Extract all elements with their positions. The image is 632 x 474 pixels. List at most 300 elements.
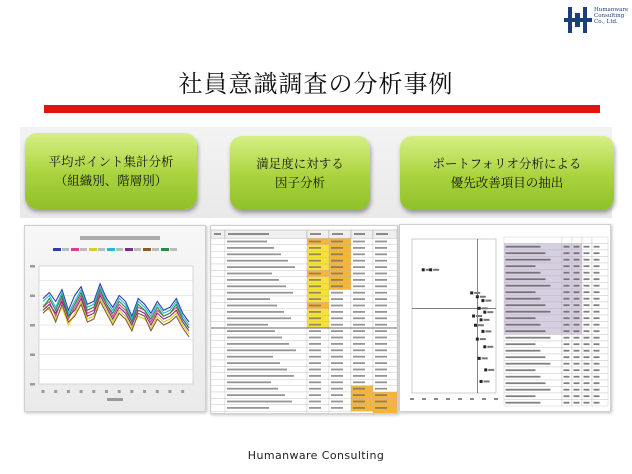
cell-text (353, 375, 365, 377)
x-tick-label (482, 398, 486, 400)
cell-text (353, 407, 365, 409)
list-cell-text (574, 317, 580, 319)
cell-text (227, 362, 280, 364)
cell-text (309, 279, 321, 281)
cell-text (353, 401, 365, 403)
list-cell-text (564, 272, 570, 274)
cell-text (375, 401, 387, 403)
table-cell (211, 302, 225, 308)
list-cell-text (574, 389, 580, 391)
x-tick-label (434, 398, 438, 400)
cell-text (331, 330, 343, 332)
list-cell-text (506, 252, 546, 254)
list-cell-text (594, 246, 600, 248)
cell-text (375, 253, 387, 255)
list-cell-text (506, 304, 546, 306)
list-cell (562, 237, 572, 244)
table-cell (211, 347, 225, 353)
table-cell (211, 290, 225, 296)
cell-text (353, 298, 365, 300)
chart-title-mark (80, 236, 160, 240)
list-cell-text (574, 272, 580, 274)
list-cell (504, 237, 562, 244)
list-cell-text (506, 246, 541, 248)
list-cell-text (584, 252, 590, 254)
list-cell-text (584, 285, 590, 287)
x-tick-label (470, 398, 474, 400)
cell-text (309, 292, 321, 294)
list-cell-text (594, 285, 600, 287)
list-cell-text (574, 246, 580, 248)
x-tick-label (494, 398, 498, 400)
title-underline (44, 105, 600, 113)
list-cell-text (506, 363, 551, 365)
list-cell (572, 237, 582, 244)
logo-text (594, 7, 628, 26)
cell-text (353, 311, 365, 313)
point-label (480, 338, 486, 340)
list-cell-text (584, 395, 590, 397)
cell-text (375, 349, 387, 351)
list-cell-text (594, 317, 600, 319)
cell-text (331, 241, 343, 243)
factor-table-thumbnail (210, 225, 398, 414)
header-text (332, 233, 343, 235)
cell-text (309, 241, 321, 243)
table-cell (225, 411, 307, 413)
list-cell-text (506, 291, 536, 293)
table-cell (211, 245, 225, 251)
cell-text (353, 241, 365, 243)
cell-text (331, 260, 343, 262)
list-cell-text (574, 298, 580, 300)
cell-text (353, 356, 365, 358)
table-cell (211, 392, 225, 398)
cell-text (331, 324, 343, 326)
cell-text (227, 305, 277, 307)
x-tick-label (118, 390, 121, 393)
cell-text (309, 298, 321, 300)
list-cell-text (594, 324, 600, 326)
list-cell-text (506, 272, 541, 274)
cell-text (353, 324, 365, 326)
cell-text (353, 337, 365, 339)
logo-line-1: Humanware (594, 7, 629, 13)
list-cell-text (574, 324, 580, 326)
cell-text (331, 266, 343, 268)
legend-swatch-3 (107, 248, 115, 251)
list-cell-text (594, 369, 600, 371)
cell-text (353, 369, 365, 371)
table-cell (211, 398, 225, 404)
cell-text (309, 330, 321, 332)
cell-text (375, 324, 387, 326)
cell-text (227, 311, 284, 313)
scatter-point-0 (422, 268, 425, 271)
list-cell-text (574, 343, 580, 345)
cell-text (309, 375, 321, 377)
list-cell-text (506, 376, 541, 378)
cell-text (375, 337, 387, 339)
scatter-point-9 (474, 324, 477, 327)
cell-text (227, 356, 273, 358)
list-cell-text (584, 311, 590, 313)
cell-text (353, 330, 365, 332)
cell-text (309, 337, 321, 339)
point-label (480, 296, 486, 298)
scatter-point-8 (480, 318, 483, 321)
cell-text (227, 317, 291, 319)
table-cell (211, 360, 225, 366)
cell-text (353, 305, 365, 307)
point-label (482, 307, 488, 309)
list-cell-text (594, 278, 600, 280)
scatter-point-2 (470, 291, 473, 294)
pill-portfolio-analysis (400, 136, 614, 210)
cell-text (331, 305, 343, 307)
cell-text (227, 330, 275, 332)
cell-text (309, 349, 321, 351)
cell-text (375, 298, 387, 300)
cell-text (375, 356, 387, 358)
cell-text (309, 285, 321, 287)
legend-swatch-2 (89, 248, 97, 251)
legend-text-0 (62, 248, 69, 251)
table-cell (211, 277, 225, 283)
cell-text (331, 375, 343, 377)
cell-text (309, 394, 321, 396)
cell-text (309, 369, 321, 371)
cell-text (309, 305, 321, 307)
slide-title: 社員意識調査の分析事例 (178, 70, 454, 98)
cell-text (331, 362, 343, 364)
list-cell-text (594, 337, 600, 339)
list-cell-text (574, 376, 580, 378)
x-tick-label (54, 390, 57, 393)
cell-text (309, 311, 321, 313)
header-text (376, 233, 388, 235)
cell-text (353, 247, 365, 249)
cell-text (309, 324, 321, 326)
list-cell-text (564, 395, 570, 397)
cell-text (227, 375, 294, 377)
point-label (478, 324, 484, 326)
list-cell-text (564, 356, 570, 358)
legend-swatch-4 (125, 248, 133, 251)
pill-average-points (25, 133, 197, 209)
legend-swatch-1 (71, 248, 79, 251)
list-cell-text (584, 330, 590, 332)
y-tick-label (30, 383, 35, 386)
table-cell (211, 386, 225, 392)
list-cell-text (506, 311, 551, 313)
cell-text (375, 394, 387, 396)
list-cell-text (574, 311, 580, 313)
footer-text: Humanware Consulting (247, 449, 385, 462)
cell-text (331, 369, 343, 371)
list-cell (582, 237, 592, 244)
x-tick-label (156, 390, 159, 393)
list-cell-text (506, 395, 536, 397)
x-tick-label (143, 390, 146, 393)
list-cell-text (584, 272, 590, 274)
pill-2-line-1: 満足度に対する (256, 156, 344, 171)
point-label (433, 269, 439, 271)
list-cell-text (584, 369, 590, 371)
pill-2-line-2: 因子分析 (274, 175, 325, 190)
point-label (482, 357, 488, 359)
list-cell-text (594, 272, 600, 274)
list-cell-text (574, 402, 580, 404)
list-cell-text (574, 395, 580, 397)
list-cell-text (506, 265, 536, 267)
cell-text (375, 381, 387, 383)
cell-text (375, 292, 387, 294)
cell-text (353, 362, 365, 364)
cell-text (331, 343, 343, 345)
cell-text (309, 401, 321, 403)
list-cell-text (574, 259, 580, 261)
list-cell-text (506, 285, 551, 287)
cell-text (353, 279, 365, 281)
cell-text (227, 324, 268, 326)
scatter-point-7 (472, 315, 475, 318)
x-tick-label (181, 390, 184, 393)
y-tick-label (30, 295, 35, 298)
list-cell-text (594, 291, 600, 293)
cell-text (331, 349, 343, 351)
cell-text (227, 388, 278, 390)
cell-text (331, 407, 343, 409)
cell-text (353, 394, 365, 396)
list-cell-text (574, 330, 580, 332)
x-tick-label (168, 390, 171, 393)
cell-text (309, 273, 321, 275)
header-text (354, 233, 365, 235)
table-cell (211, 411, 225, 413)
list-cell-text (564, 363, 570, 365)
cell-text (331, 401, 343, 403)
x-axis-label (107, 398, 123, 401)
scatter-point-5 (478, 307, 481, 310)
list-cell-text (574, 304, 580, 306)
scatter-point-13 (478, 357, 481, 360)
cell-text (375, 266, 387, 268)
list-cell-text (584, 246, 590, 248)
list-cell-text (506, 259, 551, 261)
legend-swatch-6 (161, 248, 169, 251)
point-label (487, 346, 493, 348)
portfolio-scatter (400, 225, 610, 411)
scatter-point-15 (480, 380, 483, 383)
list-cell-text (594, 343, 600, 345)
list-cell-text (584, 343, 590, 345)
point-label (474, 292, 480, 294)
cell-text (309, 343, 321, 345)
cell-text (309, 317, 321, 319)
cell-text (375, 407, 387, 409)
cell-text (353, 349, 365, 351)
cell-text (331, 381, 343, 383)
cell-text (227, 253, 281, 255)
table-cell (211, 283, 225, 289)
list-cell-text (574, 285, 580, 287)
list-cell-text (584, 265, 590, 267)
cell-text (353, 260, 365, 262)
list-cell-text (564, 337, 570, 339)
list-cell-text (564, 265, 570, 267)
list-cell-text (574, 278, 580, 280)
scatter-point-11 (476, 338, 479, 341)
cell-text (227, 298, 270, 300)
table-cell (307, 411, 329, 413)
cell-text (331, 317, 343, 319)
factor-table (211, 226, 397, 413)
list-cell-text (506, 350, 541, 352)
legend-text-4 (134, 248, 141, 251)
pill-1-line-2: （組織別、階層別） (54, 173, 168, 188)
list-cell-text (574, 337, 580, 339)
cell-text (227, 349, 296, 351)
cell-text (331, 247, 343, 249)
cell-text (331, 273, 343, 275)
list-cell-text (584, 324, 590, 326)
legend-swatch-5 (143, 248, 151, 251)
table-cell (211, 238, 225, 244)
cell-text (353, 266, 365, 268)
table-cell (211, 258, 225, 264)
pill-3-line-1: ポートフォリオ分析による (432, 156, 582, 171)
y-tick-label (30, 324, 35, 327)
list-cell-text (584, 382, 590, 384)
scatter-plot-area (412, 239, 496, 393)
list-cell-text (584, 298, 590, 300)
cell-text (375, 241, 387, 243)
list-cell-text (564, 350, 570, 352)
list-cell-text (564, 259, 570, 261)
list-cell-text (594, 395, 600, 397)
cell-text (331, 253, 343, 255)
table-cell (211, 379, 225, 385)
x-tick-label (80, 390, 83, 393)
cell-text (353, 381, 365, 383)
cell-text (353, 317, 365, 319)
list-cell-text (506, 330, 546, 332)
list-cell-text (564, 317, 570, 319)
cell-text (353, 388, 365, 390)
list-cell-text (594, 252, 600, 254)
cell-text (309, 381, 321, 383)
cell-text (375, 305, 387, 307)
list-cell-text (506, 356, 546, 358)
table-cell (373, 411, 397, 413)
list-cell-text (594, 259, 600, 261)
scatter-point-14 (484, 368, 487, 371)
scatter-point-3 (476, 295, 479, 298)
x-tick-label (42, 390, 45, 393)
table-cell (211, 366, 225, 372)
list-cell-text (564, 369, 570, 371)
cell-text (375, 388, 387, 390)
y-tick-label (30, 265, 35, 268)
cell-text (227, 247, 274, 249)
portfolio-thumbnail (399, 224, 611, 412)
legend-text-2 (98, 248, 105, 251)
cell-text (309, 253, 321, 255)
table-cell (211, 315, 225, 321)
list-cell-text (506, 337, 551, 339)
cell-text (227, 407, 269, 409)
list-cell-text (506, 317, 536, 319)
line-chart (25, 226, 205, 411)
list-cell-text (574, 363, 580, 365)
cell-text (227, 260, 288, 262)
cell-text (375, 330, 387, 332)
logo-icon (563, 5, 593, 35)
table-cell (211, 251, 225, 257)
list-cell-text (564, 285, 570, 287)
cell-text (227, 369, 287, 371)
cell-text (331, 298, 343, 300)
header-text (228, 233, 269, 235)
list-cell-text (594, 376, 600, 378)
cell-text (227, 273, 272, 275)
point-label (487, 311, 493, 313)
point-label (484, 319, 490, 321)
table-cell (211, 296, 225, 302)
cell-text (331, 337, 343, 339)
scatter-point-4 (481, 299, 484, 302)
cell-text (331, 311, 343, 313)
cell-text (309, 407, 321, 409)
list-cell-text (564, 389, 570, 391)
cell-text (353, 343, 365, 345)
list-cell-text (506, 382, 546, 384)
table-cell (211, 309, 225, 315)
list-cell-text (506, 343, 536, 345)
table-cell (211, 334, 225, 340)
cell-text (309, 247, 321, 249)
cell-text (353, 253, 365, 255)
table-cell (211, 373, 225, 379)
cell-text (227, 241, 267, 243)
list-cell-text (584, 376, 590, 378)
x-tick-label (422, 398, 426, 400)
cell-text (227, 394, 285, 396)
y-tick-label (30, 354, 35, 357)
table-cell (211, 405, 225, 411)
cell-text (227, 292, 293, 294)
legend-text-1 (80, 248, 87, 251)
legend-text-5 (152, 248, 159, 251)
table-cell (211, 322, 225, 328)
company-logo (563, 5, 627, 39)
list-cell-text (584, 304, 590, 306)
point-label (488, 369, 494, 371)
list-cell-text (506, 389, 551, 391)
list-cell-text (594, 304, 600, 306)
cell-text (375, 260, 387, 262)
list-cell-text (506, 298, 541, 300)
x-tick-label (67, 390, 70, 393)
scatter-point-10 (481, 330, 484, 333)
list-cell-text (584, 356, 590, 358)
cell-text (331, 292, 343, 294)
table-cell (351, 411, 373, 413)
list-cell-text (584, 363, 590, 365)
point-label (485, 300, 491, 302)
header-text (310, 233, 321, 235)
